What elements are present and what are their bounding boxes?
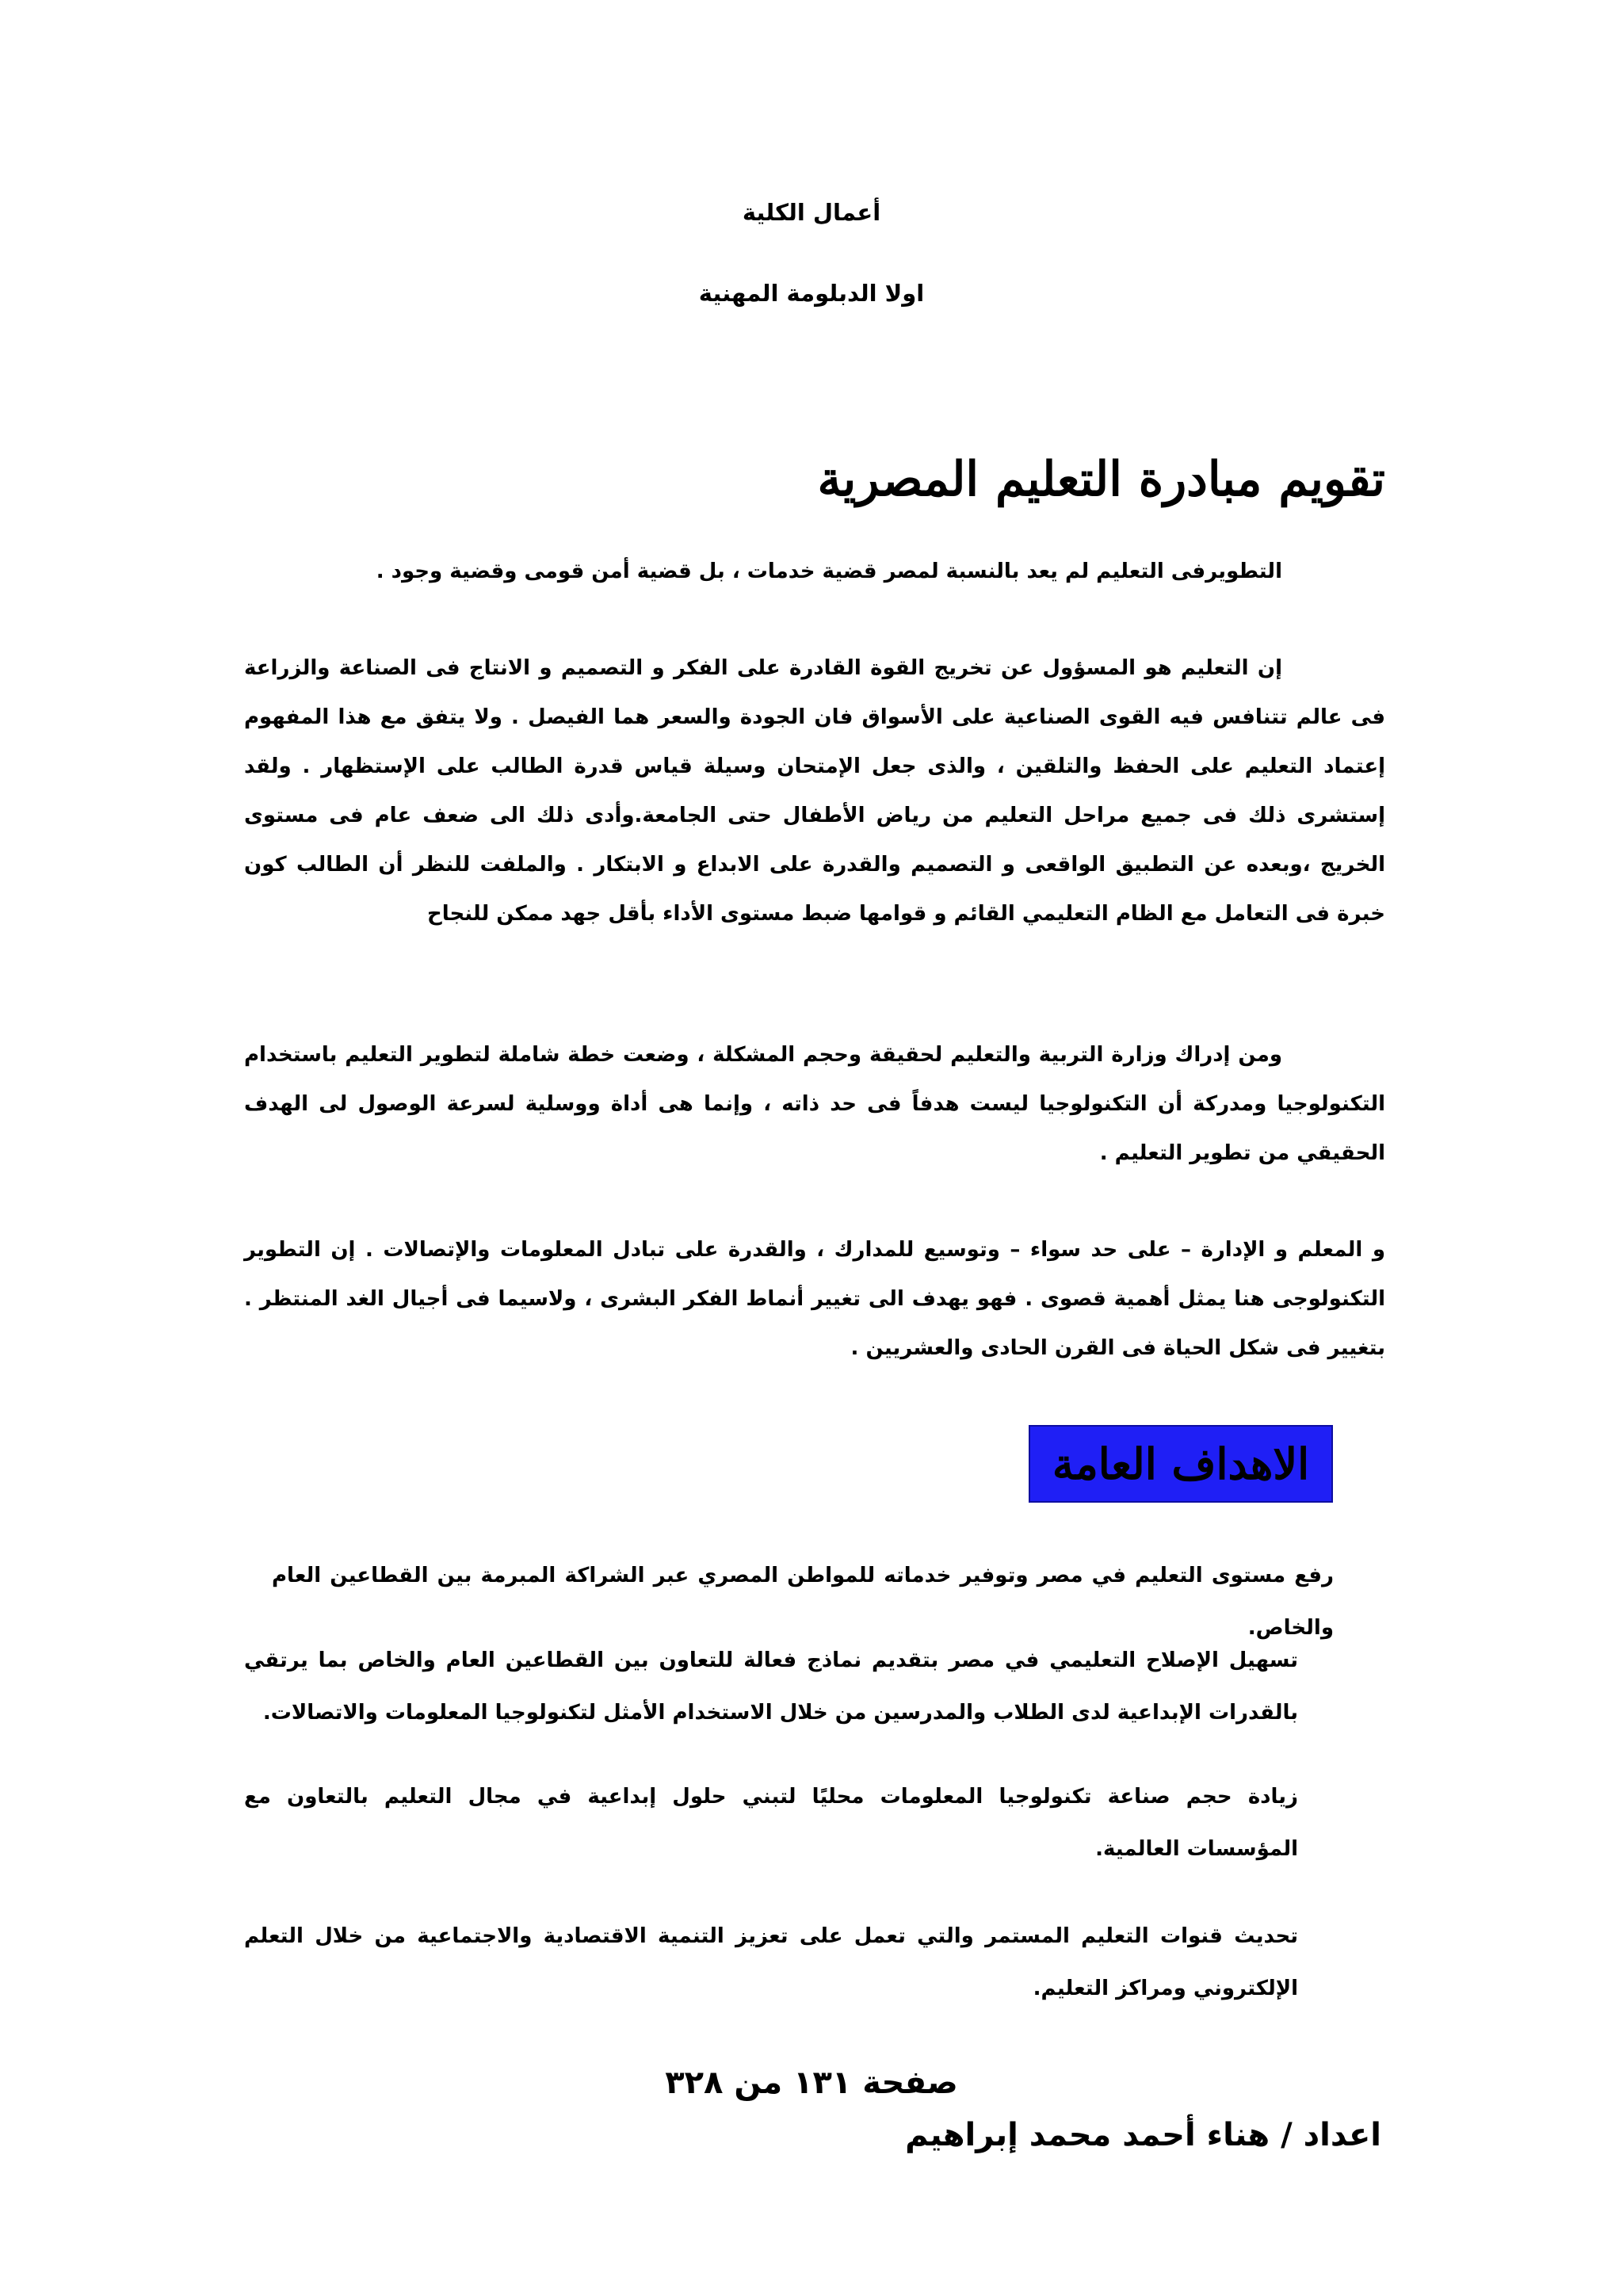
author-credit: اعداد / هناء أحمد محمد إبراهيم (905, 2117, 1381, 2153)
page-number: صفحة ١٣١ من ٣٢٨ (665, 2065, 958, 2101)
paragraph-3: ومن إدراك وزارة التربية والتعليم لحقيقة وحجم المشكلة ، وضعت خطة شاملة لتطوير التعليم باستخدام التكنولوجيا ومدركة أن التكنولوجيا ليست هدفاً فى حد ذاته ، وإنما هى أداة ووسلية لسرعة الوصول لى الهدف الحقيقي من تطوير التعليم . (244, 1043, 1385, 1165)
paragraph-1: التطويرفى التعليم لم يعد بالنسبة لمصر قضية خدمات ، بل قضية أمن قومى وقضية وجود . (376, 560, 1282, 583)
general-goals-heading-text: الاهداف العامة (1052, 1438, 1310, 1489)
faculty-works-heading: أعمال الكلية (742, 199, 881, 226)
goal-item: زيادة حجم صناعة تكنولوجيا المعلومات محليًا لتبني حلول إبداعية في مجال التعليم بالتعاون مع المؤسسات العالمية. (244, 1785, 1298, 1861)
paragraph-2: إن التعليم هو المسؤول عن تخريج القوة القادرة على الفكر و التصميم و الانتاج فى الصناعة والزراعة فى عالم تتنافس فيه القوى الصناعية على الأسواق فان الجودة والسعر هما الفيصل . ولا يتفق مع هذا المفهوم إعتماد التعليم على الحفظ والتلقين ، والذى جعل الإمتحان وسيلة قياس قدرة الطالب على الإستظهار . ولقد إستشرى ذلك فى جميع مراحل التعليم من رياض الأطفال حتى الجامعة.وأدى ذلك الى ضعف عام فى مستوى الخريج ،وبعده عن التطبيق الواقعى و التصميم والقدرة على الابداع و الابتكار . والملفت للنظر أن الطالب كون خبرة فى التعامل مع الظام التعليمي القائم و قوامها ضبط مستوى الأداء بأقل جهد ممكن للنجاح (244, 656, 1385, 926)
paragraph-4: و المعلم و الإدارة – على حد سواء – وتوسيع للمدارك ، والقدرة على تبادل المعلومات والإتصالات . إن التطوير التكنولوجى هنا يمثل أهمية قصوى . فهو يهدف الى تغيير أنماط الفكر البشرى ، ولاسيما فى أجيال الغد المنتظر . بتغيير فى شكل الحياة فى القرن الحادى والعشريين . (244, 1238, 1385, 1360)
general-goals-heading (1029, 1425, 1333, 1503)
document-title: تقويم مبادرة التعليم المصرية (817, 452, 1385, 507)
professional-diploma-heading: اولا الدبلومة المهنية (698, 280, 925, 307)
goal-item: رفع مستوى التعليم في مصر وتوفير خدماته للمواطن المصري عبر الشراكة المبرمة بين القطاعين العام والخاص. (272, 1564, 1334, 1640)
goal-item: تحديث قنوات التعليم المستمر والتي تعمل على تعزيز التنمية الاقتصادية والاجتماعية من خلال التعلم الإلكتروني ومراكز التعليم. (244, 1924, 1298, 2000)
goal-item: تسهيل الإصلاح التعليمي في مصر بتقديم نماذج فعالة للتعاون بين القطاعين العام والخاص بما يرتقي بالقدرات الإبداعية لدى الطلاب والمدرسين من خلال الاستخدام الأمثل لتكنولوجيا المعلومات والاتصالات. (244, 1648, 1298, 1725)
